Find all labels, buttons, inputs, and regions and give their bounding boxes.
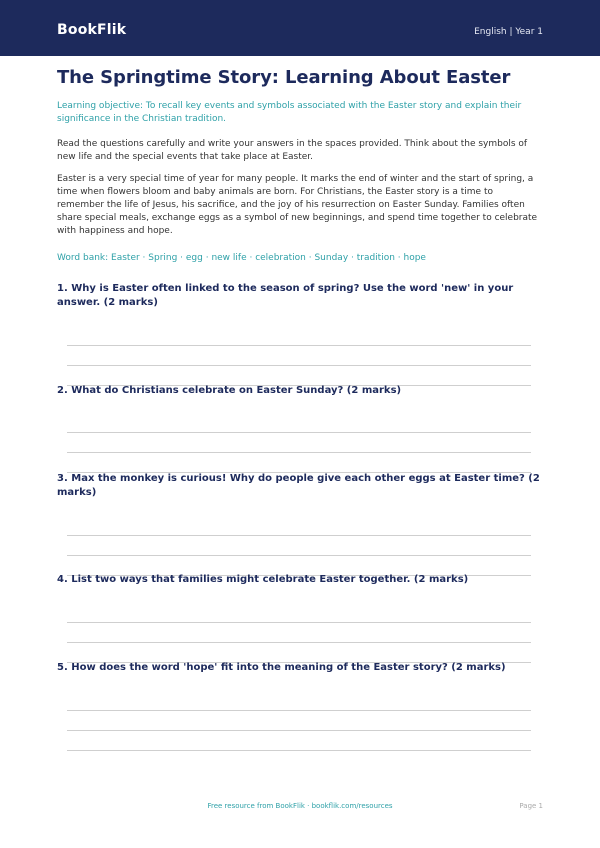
question-3: 3. Max the monkey is curious! Why do people give each other eggs at Easter time? (2 marks) [57,473,540,498]
answer-line[interactable] [67,555,531,556]
answer-line[interactable] [67,642,531,643]
learning-objective: Learning objective: To recall key events and symbols associated with the Easter story and explain their significance in the Christian tradition. [57,101,522,124]
answer-line[interactable] [67,365,531,366]
subject-year-label: English | Year 1 [474,27,543,37]
question-1: 1. Why is Easter often linked to the season of spring? Use the word 'new' in your answer. (2 marks) [57,283,514,308]
answer-line[interactable] [67,345,531,346]
page-title: The Springtime Story: Learning About Easter [57,67,511,88]
word-bank: Word bank: Easter · Spring · egg · new life · celebration · Sunday · tradition · hope [57,253,426,263]
brand-logo-text[interactable]: BookFlik [57,22,127,38]
page-number: Page 1 [519,802,543,810]
answer-line[interactable] [67,710,531,711]
question-2: 2. What do Christians celebrate on Easter Sunday? (2 marks) [57,385,402,396]
answer-line[interactable] [67,432,531,433]
reading-passage: Easter is a very special time of year for many people. It marks the end of winter and the start of spring, a time when flowers bloom and baby animals are born. For Christians, the Easter story is a time to remember the life of Jesus, his sacrifice, and the joy of his resurrection on Easter Sunday. Families often share special meals, exchange eggs as a symbol of new beginnings, and spend time together to celebrate with happiness and hope. [57,174,538,236]
question-4: 4. List two ways that families might celebrate Easter together. (2 marks) [57,574,469,585]
answer-line[interactable] [67,622,531,623]
header-bar [0,0,600,56]
answer-line[interactable] [67,750,531,751]
answer-line[interactable] [67,452,531,453]
question-5: 5. How does the word 'hope' fit into the meaning of the Easter story? (2 marks) [57,662,506,673]
answer-line[interactable] [67,535,531,536]
answer-line[interactable] [67,730,531,731]
footer-resource-link[interactable]: Free resource from BookFlik · bookflik.com/resources [207,802,393,810]
instructions-paragraph: Read the questions carefully and write your answers in the spaces provided. Think about the symbols of new life and the special events that take place at Easter. [57,139,528,162]
